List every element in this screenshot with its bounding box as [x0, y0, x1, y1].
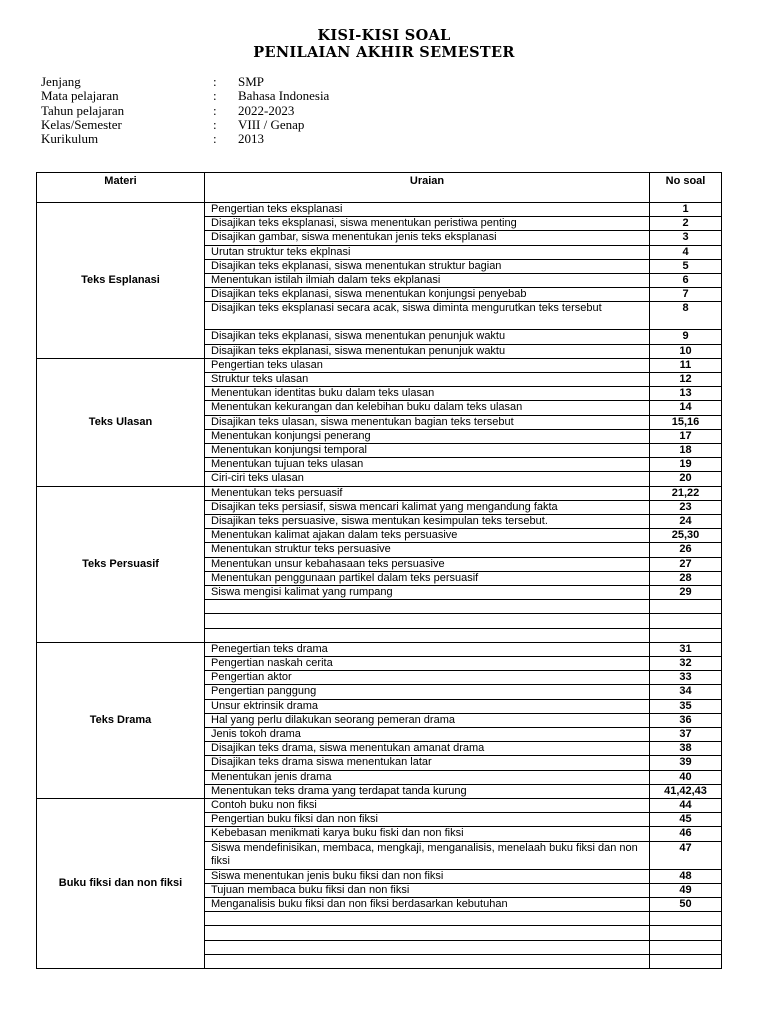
uraian-cell: Tujuan membaca buku fiksi dan non fiksi — [205, 883, 650, 897]
uraian-cell: Disajikan teks ekplanasi, siswa menentukan penunjuk waktu — [205, 344, 650, 358]
uraian-cell: Struktur teks ulasan — [205, 373, 650, 387]
no-soal-cell: 39 — [650, 756, 722, 770]
uraian-cell: Menentukan penggunaan partikel dalam teks persuasif — [205, 571, 650, 585]
uraian-cell — [205, 926, 650, 940]
uraian-cell: Unsur ektrinsik drama — [205, 699, 650, 713]
no-soal-cell: 28 — [650, 571, 722, 585]
info-row — [41, 75, 329, 89]
uraian-cell: Hal yang perlu dilakukan seorang pemeran drama — [205, 713, 650, 727]
no-soal-cell: 9 — [650, 330, 722, 344]
uraian-cell: Menentukan konjungsi temporal — [205, 444, 650, 458]
uraian-cell: Siswa mendefinisikan, membaca, mengkaji, menganalisis, menelaah buku fiksi dan non fiksi — [205, 841, 650, 869]
no-soal-cell: 19 — [650, 458, 722, 472]
uraian-cell: Jenis tokoh drama — [205, 728, 650, 742]
no-soal-cell: 26 — [650, 543, 722, 557]
no-soal-cell: 38 — [650, 742, 722, 756]
table-row — [37, 358, 722, 372]
uraian-cell — [205, 614, 650, 628]
info-value: Bahasa Indonesia — [238, 88, 330, 104]
materi-cell: Teks Esplanasi — [37, 203, 205, 359]
no-soal-cell: 37 — [650, 728, 722, 742]
uraian-cell: Disajikan teks ulasan, siswa menentukan bagian teks tersebut — [205, 415, 650, 429]
no-soal-cell: 5 — [650, 259, 722, 273]
uraian-cell: Ciri-ciri teks ulasan — [205, 472, 650, 486]
uraian-cell: Menentukan istilah ilmiah dalam teks ekplanasi — [205, 274, 650, 288]
uraian-cell: Pengertian teks eksplanasi — [205, 203, 650, 217]
no-soal-cell: 15,16 — [650, 415, 722, 429]
no-soal-cell: 40 — [650, 770, 722, 784]
header-no-soal: No soal — [650, 173, 722, 203]
kisi-kisi-table — [36, 172, 722, 969]
document-subtitle: PENILAIAN AKHIR SEMESTER — [253, 44, 515, 61]
materi-cell: Teks Ulasan — [37, 358, 205, 486]
info-row — [41, 132, 329, 146]
uraian-cell: Contoh buku non fiksi — [205, 799, 650, 813]
info-separator: : — [213, 88, 217, 104]
uraian-cell: Menentukan struktur teks persuasive — [205, 543, 650, 557]
no-soal-cell: 44 — [650, 799, 722, 813]
info-value: VIII / Genap — [238, 116, 305, 132]
uraian-cell: Disajikan teks persuasive, siswa mentukan kesimpulan teks tersebut. — [205, 515, 650, 529]
no-soal-cell: 27 — [650, 557, 722, 571]
no-soal-cell: 23 — [650, 500, 722, 514]
no-soal-cell: 35 — [650, 699, 722, 713]
uraian-cell: Menentukan teks drama yang terdapat tanda kurung — [205, 784, 650, 798]
uraian-cell: Disajikan teks drama, siswa menentukan amanat drama — [205, 742, 650, 756]
uraian-cell: Disajikan teks drama siswa menentukan latar — [205, 756, 650, 770]
materi-cell: Teks Drama — [37, 642, 205, 798]
no-soal-cell: 36 — [650, 713, 722, 727]
no-soal-cell — [650, 912, 722, 926]
uraian-cell: Menentukan identitas buku dalam teks ulasan — [205, 387, 650, 401]
uraian-cell — [205, 954, 650, 968]
no-soal-cell: 18 — [650, 444, 722, 458]
no-soal-cell: 17 — [650, 429, 722, 443]
no-soal-cell: 3 — [650, 231, 722, 245]
info-row — [41, 104, 329, 118]
no-soal-cell: 32 — [650, 657, 722, 671]
no-soal-cell: 33 — [650, 671, 722, 685]
no-soal-cell — [650, 628, 722, 642]
info-separator: : — [213, 74, 217, 89]
uraian-cell: Menentukan jenis drama — [205, 770, 650, 784]
uraian-cell: Disajikan teks eksplanasi, siswa menentukan peristiwa penting — [205, 217, 650, 231]
no-soal-cell: 10 — [650, 344, 722, 358]
table-header-row — [37, 173, 722, 203]
no-soal-cell: 46 — [650, 827, 722, 841]
info-value: 2022-2023 — [238, 102, 295, 118]
uraian-cell: Urutan struktur teks ekplnasi — [205, 245, 650, 259]
no-soal-cell: 45 — [650, 813, 722, 827]
no-soal-cell — [650, 940, 722, 954]
info-label: Kelas/Semester — [41, 116, 122, 132]
header-uraian: Uraian — [205, 173, 650, 203]
uraian-cell: Disajikan gambar, siswa menentukan jenis teks eksplanasi — [205, 231, 650, 245]
table-row — [37, 642, 722, 656]
no-soal-cell: 13 — [650, 387, 722, 401]
no-soal-cell: 7 — [650, 288, 722, 302]
table-row — [37, 799, 722, 813]
uraian-cell: Pengertian teks ulasan — [205, 358, 650, 372]
no-soal-cell: 47 — [650, 841, 722, 869]
uraian-cell: Pengertian panggung — [205, 685, 650, 699]
info-label: Jenjang — [41, 74, 81, 89]
no-soal-cell: 31 — [650, 642, 722, 656]
uraian-cell: Menganalisis buku fiksi dan non fiksi berdasarkan kebutuhan — [205, 898, 650, 912]
uraian-cell: Siswa menentukan jenis buku fiksi dan non fiksi — [205, 869, 650, 883]
no-soal-cell: 8 — [650, 302, 722, 330]
uraian-cell: Disajikan teks ekplanasi, siswa menentukan penunjuk waktu — [205, 330, 650, 344]
no-soal-cell: 21,22 — [650, 486, 722, 500]
info-separator: : — [213, 116, 217, 132]
uraian-cell: Menentukan kalimat ajakan dalam teks persuasive — [205, 529, 650, 543]
uraian-cell: Kebebasan menikmati karya buku fiski dan non fiksi — [205, 827, 650, 841]
no-soal-cell: 29 — [650, 586, 722, 600]
no-soal-cell: 2 — [650, 217, 722, 231]
no-soal-cell: 11 — [650, 358, 722, 372]
no-soal-cell: 12 — [650, 373, 722, 387]
uraian-cell: Disajikan teks persiasif, siswa mencari kalimat yang mengandung fakta — [205, 500, 650, 514]
no-soal-cell: 50 — [650, 898, 722, 912]
uraian-cell: Pengertian naskah cerita — [205, 657, 650, 671]
materi-cell: Buku fiksi dan non fiksi — [37, 799, 205, 969]
uraian-cell: Menentukan kekurangan dan kelebihan buku dalam teks ulasan — [205, 401, 650, 415]
uraian-cell: Penegertian teks drama — [205, 642, 650, 656]
document-title: KISI-KISI SOAL — [317, 27, 451, 44]
no-soal-cell — [650, 954, 722, 968]
no-soal-cell: 1 — [650, 203, 722, 217]
no-soal-cell: 25,30 — [650, 529, 722, 543]
no-soal-cell — [650, 614, 722, 628]
materi-cell: Teks Persuasif — [37, 486, 205, 642]
uraian-cell: Menentukan teks persuasif — [205, 486, 650, 500]
no-soal-cell: 41,42,43 — [650, 784, 722, 798]
no-soal-cell: 48 — [650, 869, 722, 883]
header-materi: Materi — [37, 173, 205, 203]
no-soal-cell: 24 — [650, 515, 722, 529]
no-soal-cell — [650, 926, 722, 940]
uraian-cell: Pengertian buku fiksi dan non fiksi — [205, 813, 650, 827]
no-soal-cell: 14 — [650, 401, 722, 415]
uraian-cell: Menentukan tujuan teks ulasan — [205, 458, 650, 472]
info-value: SMP — [238, 74, 265, 89]
info-label: Kurikulum — [41, 131, 99, 147]
uraian-cell: Disajikan teks eksplanasi secara acak, siswa diminta mengurutkan teks tersebut — [205, 302, 650, 330]
uraian-cell — [205, 912, 650, 926]
no-soal-cell: 4 — [650, 245, 722, 259]
table-row — [37, 486, 722, 500]
info-row — [41, 118, 329, 132]
no-soal-cell: 6 — [650, 274, 722, 288]
uraian-cell: Siswa mengisi kalimat yang rumpang — [205, 586, 650, 600]
info-row — [41, 89, 329, 103]
uraian-cell: Disajikan teks ekplanasi, siswa menentukan struktur bagian — [205, 259, 650, 273]
no-soal-cell: 49 — [650, 883, 722, 897]
info-separator: : — [213, 131, 217, 147]
info-label: Mata pelajaran — [41, 88, 119, 104]
uraian-cell: Menentukan unsur kebahasaan teks persuasive — [205, 557, 650, 571]
uraian-cell — [205, 600, 650, 614]
uraian-cell — [205, 940, 650, 954]
uraian-cell: Pengertian aktor — [205, 671, 650, 685]
no-soal-cell: 20 — [650, 472, 722, 486]
info-label: Tahun pelajaran — [41, 102, 125, 118]
info-block — [41, 75, 329, 146]
table-row — [37, 203, 722, 217]
uraian-cell: Menentukan konjungsi penerang — [205, 429, 650, 443]
no-soal-cell — [650, 600, 722, 614]
uraian-cell: Disajikan teks ekplanasi, siswa menentukan konjungsi penyebab — [205, 288, 650, 302]
info-separator: : — [213, 102, 217, 118]
info-value: 2013 — [238, 131, 264, 147]
uraian-cell — [205, 628, 650, 642]
no-soal-cell: 34 — [650, 685, 722, 699]
